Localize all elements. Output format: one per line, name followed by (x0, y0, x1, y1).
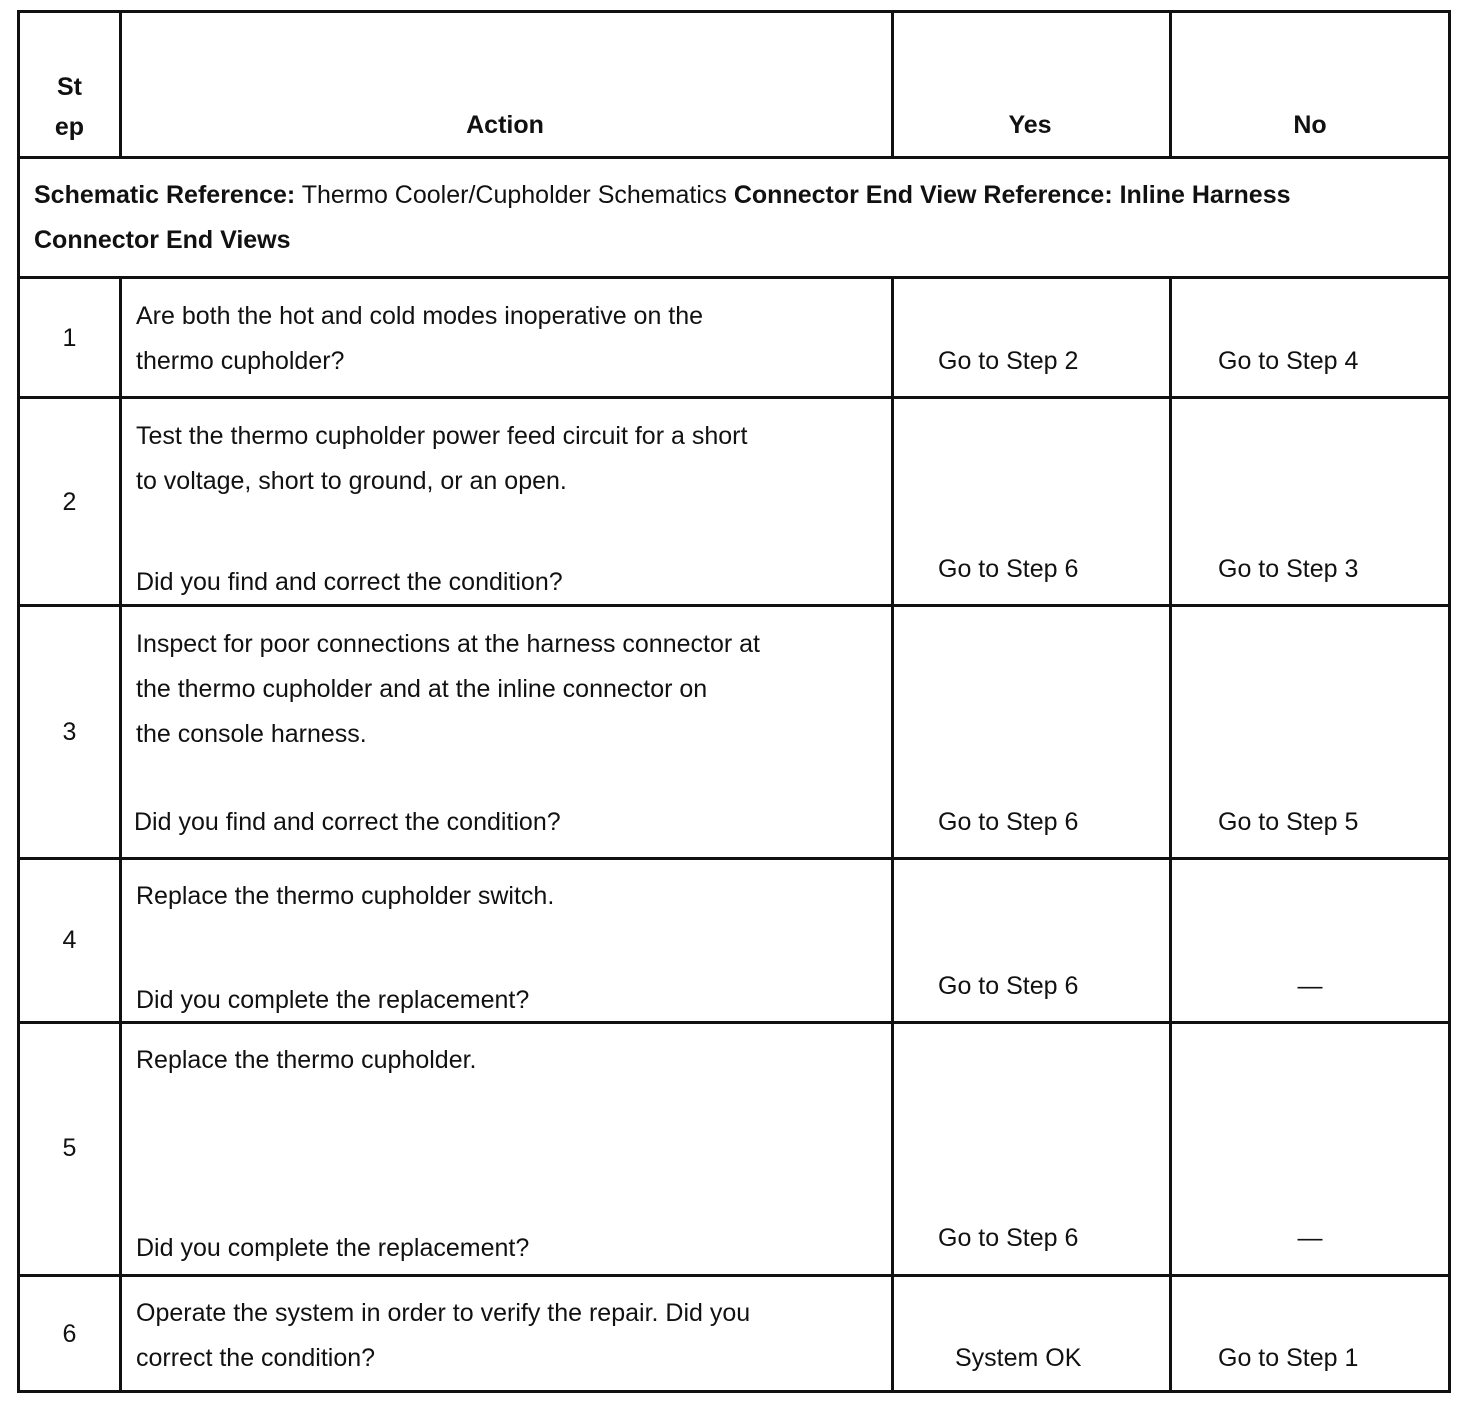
row-divider (20, 156, 1448, 159)
no-result[interactable]: Go to Step 3 (1218, 555, 1359, 583)
action-question: Did you complete the replacement? (136, 986, 530, 1014)
action-text: the console harness. (136, 720, 367, 748)
step-number: 4 (62, 926, 77, 954)
action-text: Replace the thermo cupholder switch. (136, 882, 555, 910)
step-number: 5 (62, 1134, 77, 1162)
step-number: 3 (62, 718, 77, 746)
action-text: the thermo cupholder and at the inline connector on (136, 675, 708, 703)
action-text: Are both the hot and cold modes inoperative on the (136, 302, 704, 330)
no-result[interactable]: Go to Step 5 (1218, 808, 1359, 836)
yes-result[interactable]: Go to Step 2 (938, 347, 1079, 375)
yes-result[interactable]: Go to Step 6 (938, 1224, 1079, 1252)
no-result[interactable]: Go to Step 1 (1218, 1344, 1359, 1372)
reference-row (34, 173, 1414, 263)
row-divider (20, 857, 1448, 860)
column-divider (891, 277, 894, 1390)
action-text: thermo cupholder? (136, 347, 345, 375)
row-divider (20, 396, 1448, 399)
yes-result[interactable]: Go to Step 6 (938, 972, 1079, 1000)
yes-result[interactable]: Go to Step 6 (938, 555, 1079, 583)
connector-reference-label: Connector End View Reference: Inline Harness Connector End Views (34, 181, 1291, 254)
step-number: 6 (62, 1320, 77, 1348)
header-action: Action (466, 111, 544, 139)
yes-result[interactable]: Go to Step 6 (938, 808, 1079, 836)
action-text: Operate the system in order to verify the repair. Did you (136, 1299, 751, 1327)
diagnostic-table (17, 10, 1451, 1393)
action-text: Test the thermo cupholder power feed circuit for a short (136, 422, 748, 450)
schematic-reference-label: Schematic Reference: (34, 181, 296, 209)
step-number: 1 (62, 324, 77, 352)
header-step-line1: St (57, 73, 82, 101)
action-question: Did you find and correct the condition? (134, 808, 561, 836)
no-result[interactable]: Go to Step 4 (1218, 347, 1359, 375)
action-question: Did you complete the replacement? (136, 1234, 530, 1262)
action-text: Replace the thermo cupholder. (136, 1046, 477, 1074)
schematic-reference-link[interactable]: Thermo Cooler/Cupholder Schematics (295, 181, 734, 209)
header-yes: Yes (1008, 111, 1052, 139)
column-divider (119, 277, 122, 1390)
yes-result: System OK (955, 1344, 1082, 1372)
row-divider (20, 1274, 1448, 1277)
action-text: to voltage, short to ground, or an open. (136, 467, 567, 495)
row-divider (20, 276, 1448, 279)
action-question: Did you find and correct the condition? (136, 568, 563, 596)
step-number: 2 (62, 488, 77, 516)
action-text: Inspect for poor connections at the harness connector at (136, 630, 760, 658)
header-step-line2: ep (54, 113, 85, 141)
no-result: — (1297, 972, 1323, 1000)
action-text: correct the condition? (136, 1344, 376, 1372)
no-result: — (1297, 1224, 1323, 1252)
header-no: No (1293, 111, 1327, 139)
